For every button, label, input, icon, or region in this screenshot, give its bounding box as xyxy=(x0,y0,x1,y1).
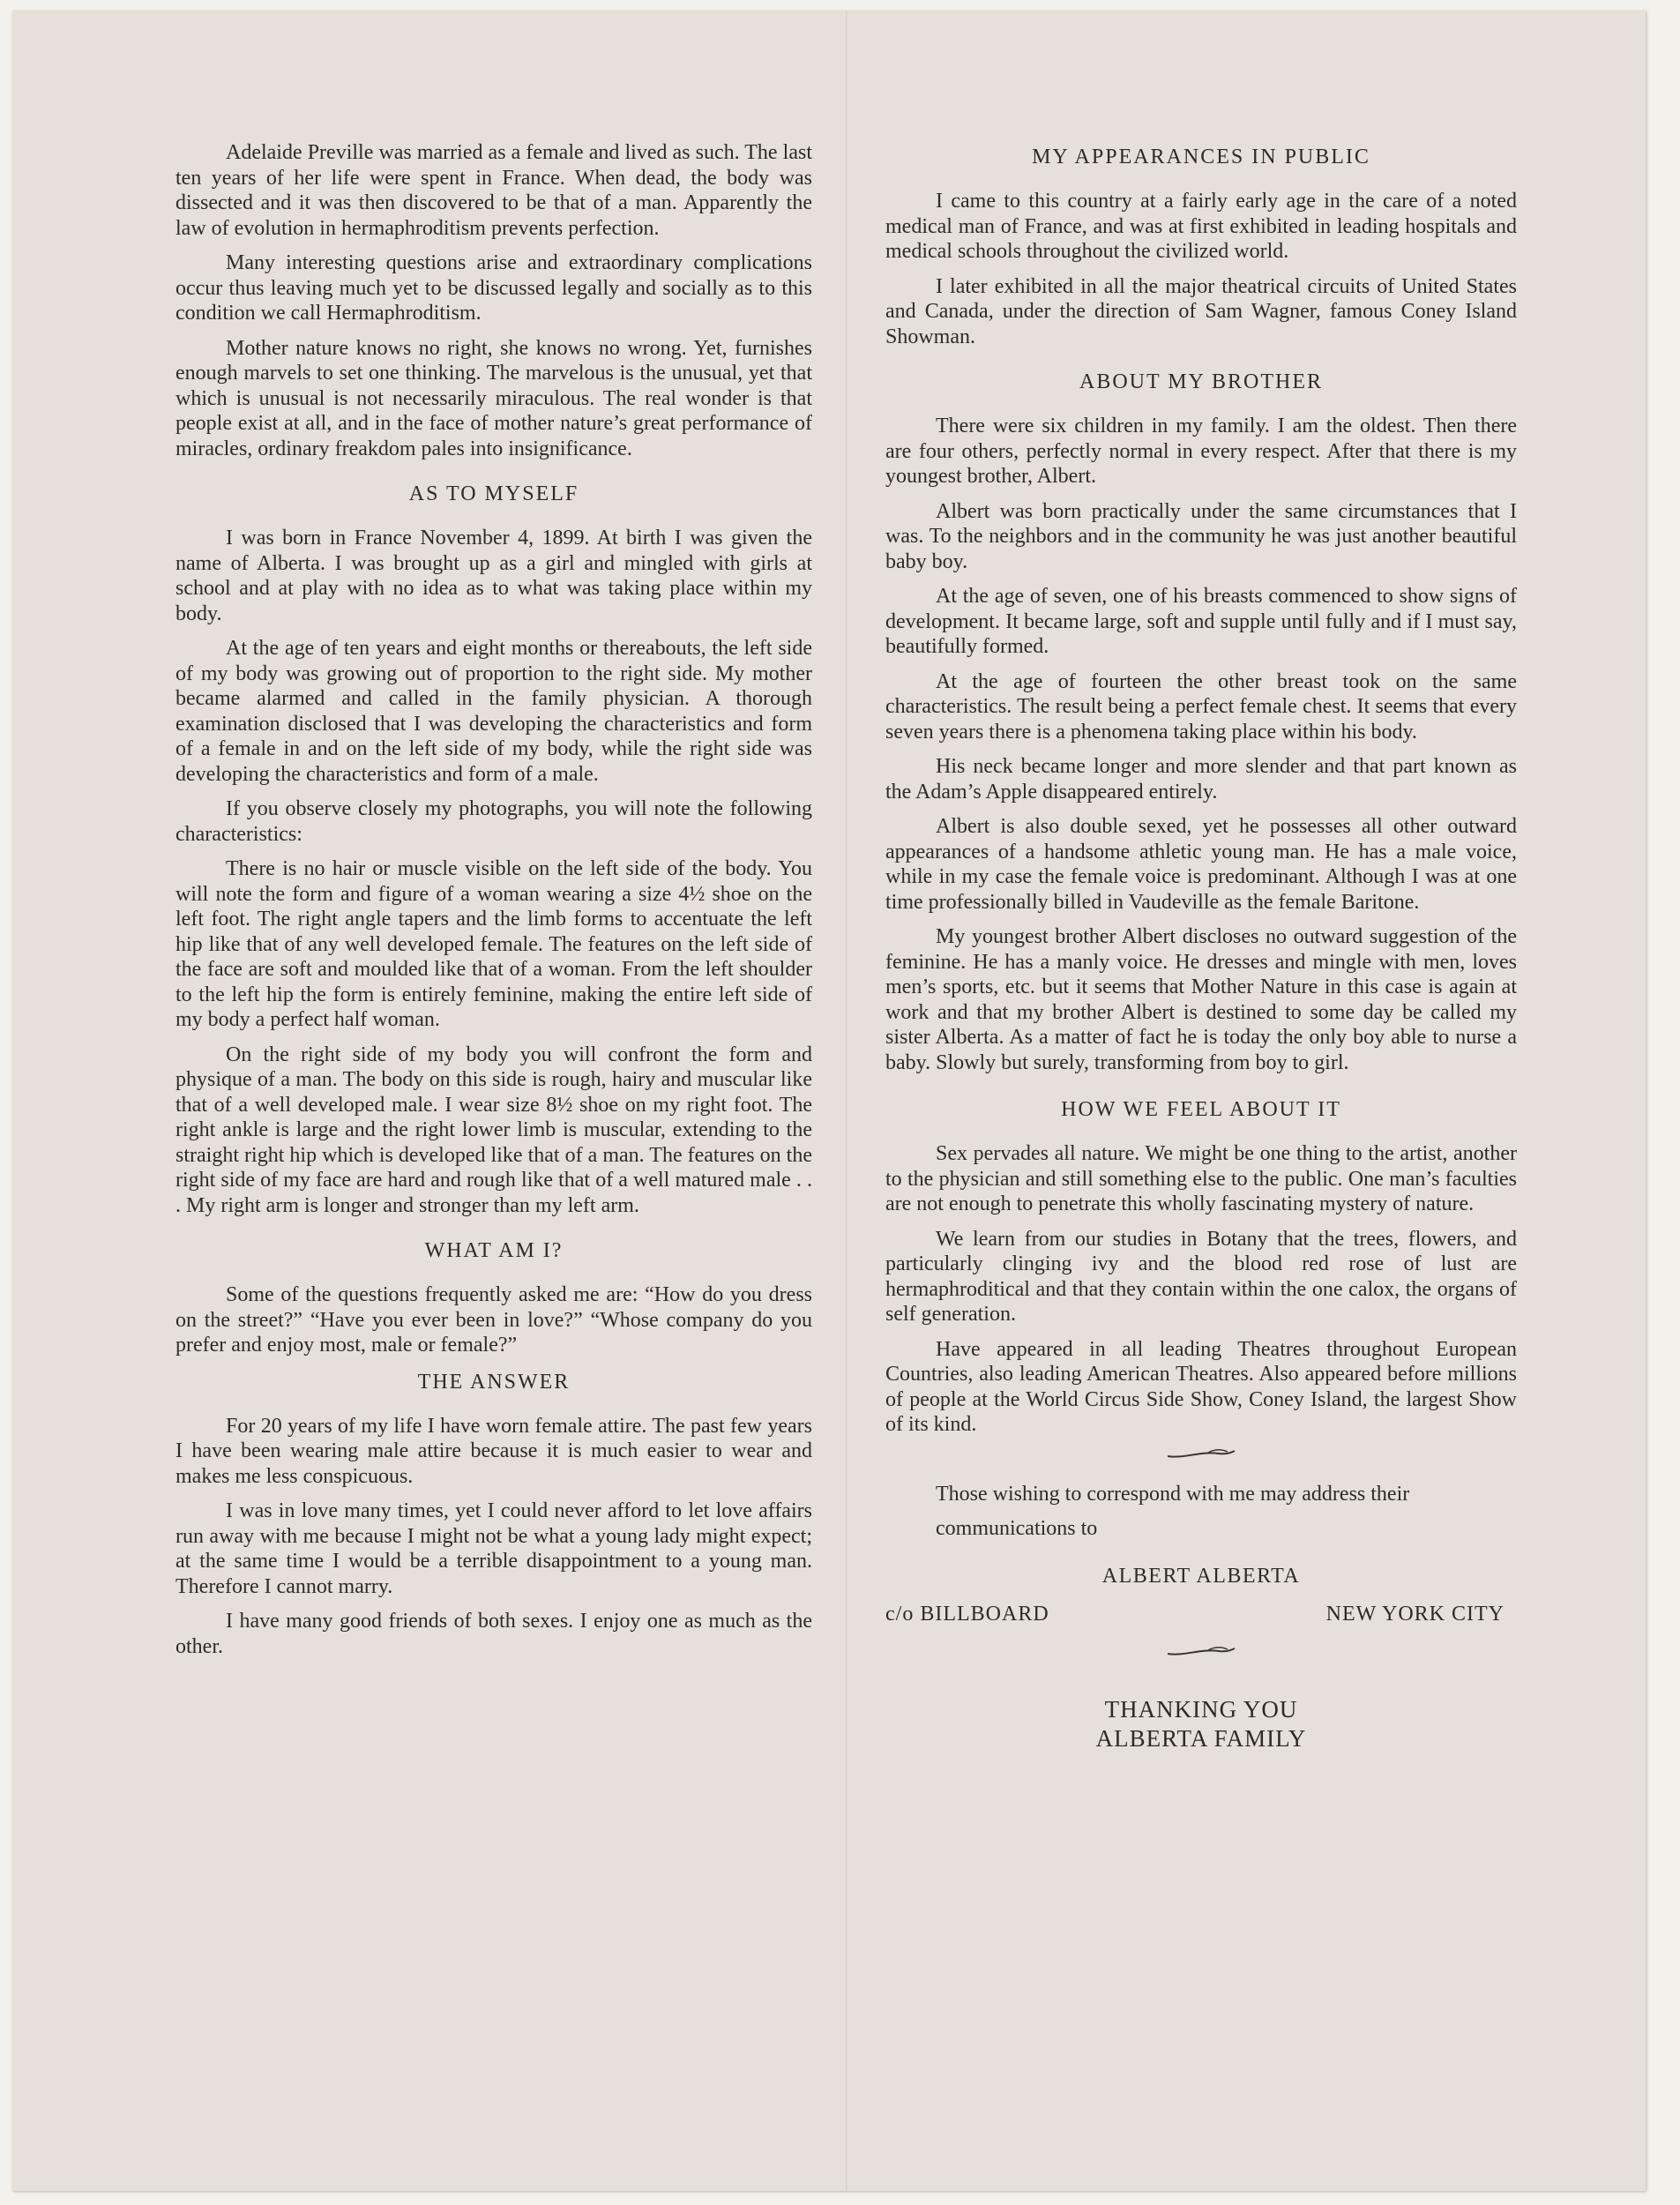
contact-text-line: Those wishing to correspond with me may address their xyxy=(936,1482,1410,1506)
appearances-section xyxy=(885,146,1517,349)
paragraph: On the right side of my body you will confront the form and physique of a man. The body on this side is rough, hairy and muscular like that of a well developed male. I wear size 8½ shoe on my right foot. The right ankle is large and the right lower limb is muscular, extending to the straight right hip which is developed like that of a man. The features on the right side of my face are hard and rough like that of a well matured male . . . My right arm is longer and stronger than my left arm. xyxy=(175,1043,812,1217)
paragraph: Albert was born practically under the same circumstances that I was. To the neighbors and in the community he was just another beautiful baby boy. xyxy=(885,499,1517,573)
paragraph: I later exhibited in all the major theatrical circuits of United States and Canada, under the direction of Sam Wagner, famous Coney Island Showman. xyxy=(885,274,1517,348)
contact-name: ALBERT ALBERTA xyxy=(1101,1564,1301,1588)
closing-section xyxy=(885,1695,1517,1753)
what-am-i-section xyxy=(175,1239,812,1358)
paragraph: There were six children in my family. I am the oldest. Then there are four others, perfectly normal in every respect. After that there is my youngest brother, Albert. xyxy=(885,415,1517,488)
as-to-myself-section xyxy=(175,482,812,1218)
contact-address xyxy=(885,1603,1517,1626)
paragraph: Mother nature knows no right, she knows no wrong. Yet, furnishes enough marvels to set one thinking. The marvelous is the unusual, yet that which is unusual is not necessarily miraculous. The real wonder is that people exist at all, and in the face of mother nature’s great performance of miracles, ordinary freakdom pales into insignificance. xyxy=(175,336,812,460)
paragraph: I was born in France November 4, 1899. At birth I was given the name of Alberta. I was brought up as a girl and mingled with girls at school and at play with no idea as to what was taking place within my body. xyxy=(175,527,812,625)
paragraph: Albert is also double sexed, yet he possesses all other outward appearances of a handsome athletic young man. He has a male voice, while in my case the female voice is predominant. Although I was at one time professionally billed in Vaudeville as the female Baritone. xyxy=(885,815,1517,914)
the-answer-section xyxy=(175,1371,812,1660)
paragraph: My youngest brother Albert discloses no outward suggestion of the feminine. He has a manly voice. He dresses and mingle with men, loves men’s sports, etc. but it seems that Mother Nature in this case is again at work and that my brother Albert is destined to some day be called my sister Alberta. As a matter of fact he is today the only boy able to nurse a baby. Slowly but surely, transforming from boy to girl. xyxy=(885,925,1517,1074)
section-heading: ABOUT MY BROTHER xyxy=(1079,370,1324,393)
paragraph: Some of the questions frequently asked me are: “How do you dress on the street?” “Have you ever been in love?” “Whose company do you prefer and enjoy most, male or female?” xyxy=(175,1283,812,1357)
city-label: NEW YORK CITY xyxy=(1325,1602,1505,1626)
paragraph: At the age of fourteen the other breast took on the same characteristics. The result being a perfect female chest. It seems that every seven years there is a phenomena taking place within his body. xyxy=(885,669,1517,744)
paragraph: Many interesting questions arise and extraordinary complications occur thus leaving much yet to be discussed legally and socially as to this condition we call Hermaphroditism. xyxy=(175,251,812,325)
closing-line: THANKING YOU xyxy=(1104,1695,1298,1723)
paragraph: His neck became longer and more slender and that part known as the Adam’s Apple disappeared entirely. xyxy=(885,755,1517,804)
section-heading: WHAT AM I? xyxy=(424,1239,564,1262)
flourish-ornament-icon xyxy=(1166,1448,1236,1461)
paragraph: There is no hair or muscle visible on the left side of the body. You will note the form and figure of a woman wearing a size 4½ shoe on the left foot. The right angle tapers and the limb forms to accentuate the left hip like that of any well developed female. The features on the left side of the face are soft and moulded like that of a woman. From the left shoulder to the left hip the form is entirely feminine, making the entire left side of my body a perfect half woman. xyxy=(175,857,812,1031)
page-fold xyxy=(846,11,847,2191)
paragraph: Adelaide Preville was married as a female and lived as such. The last ten years of her life were spent in France. When dead, the body was dissected and it was then discovered to be that of a man. Apparently the law of evolution in hermaphroditism prevents perfection. xyxy=(175,141,812,240)
paragraph: I have many good friends of both sexes. I enjoy one as much as the other. xyxy=(175,1610,812,1658)
paragraph: I came to this country at a fairly early age in the care of a noted medical man of France, and was at first exhibited in leading hospitals and medical schools throughout the civilized world. xyxy=(885,190,1517,263)
section-heading: HOW WE FEEL ABOUT IT xyxy=(1061,1098,1341,1121)
paragraph: We learn from our studies in Botany that the trees, flowers, and particularly clinging ivy and the blood red rose of lust are hermaphroditical and that they contain within the one calox, the organs of self generation. xyxy=(885,1227,1517,1326)
about-my-brother-section xyxy=(885,370,1517,1075)
care-of-label: c/o BILLBOARD xyxy=(885,1602,1049,1626)
contact-section xyxy=(885,1482,1517,1626)
closing-signature: ALBERTA FAMILY xyxy=(1095,1724,1307,1752)
paragraph: Sex pervades all nature. We might be one thing to the artist, another to the physician and still something else to the public. One man’s faculties are not enough to penetrate this wholly fascinating mystery of nature. xyxy=(885,1142,1517,1215)
paragraph: If you observe closely my photographs, you will note the following characteristics: xyxy=(175,797,812,846)
how-we-feel-section xyxy=(885,1098,1517,1438)
document-page xyxy=(12,11,1646,2191)
section-heading: AS TO MYSELF xyxy=(408,482,579,505)
paragraph: At the age of ten years and eight months or thereabouts, the left side of my body was growing out of proportion to the right side. My mother became alarmed and called in the family physician. A thorough examination disclosed that I was developing the characteristics and form of a female in and on the left side of my body, while the right side was developing the characteristics and form of a male. xyxy=(175,637,812,786)
paragraph: I was in love many times, yet I could never afford to let love affairs run away with me because I might not be what a young lady might expect; at the same time I would be a terrible disappointment to a young man. Therefore I cannot marry. xyxy=(175,1499,812,1598)
section-heading: THE ANSWER xyxy=(417,1370,571,1394)
intro-section xyxy=(175,140,812,461)
contact-text-line: communications to xyxy=(936,1517,1098,1540)
paragraph: Have appeared in all leading Theatres throughout European Countries, also leading American Theatres. Also appeared before millions of people at the World Circus Side Show, Coney Island, the largest Show of its kind. xyxy=(885,1337,1517,1436)
section-heading: MY APPEARANCES IN PUBLIC xyxy=(1032,146,1370,168)
flourish-ornament-icon xyxy=(1166,1646,1236,1658)
left-column xyxy=(175,140,812,1669)
paragraph: At the age of seven, one of his breasts commenced to show signs of development. It became large, soft and supple until fully and if I must say, beautifully formed. xyxy=(885,585,1517,658)
right-column xyxy=(885,146,1517,1753)
paragraph: For 20 years of my life I have worn female attire. The past few years I have been wearing male attire because it is much easier to wear and makes me less conspicuous. xyxy=(175,1414,812,1488)
